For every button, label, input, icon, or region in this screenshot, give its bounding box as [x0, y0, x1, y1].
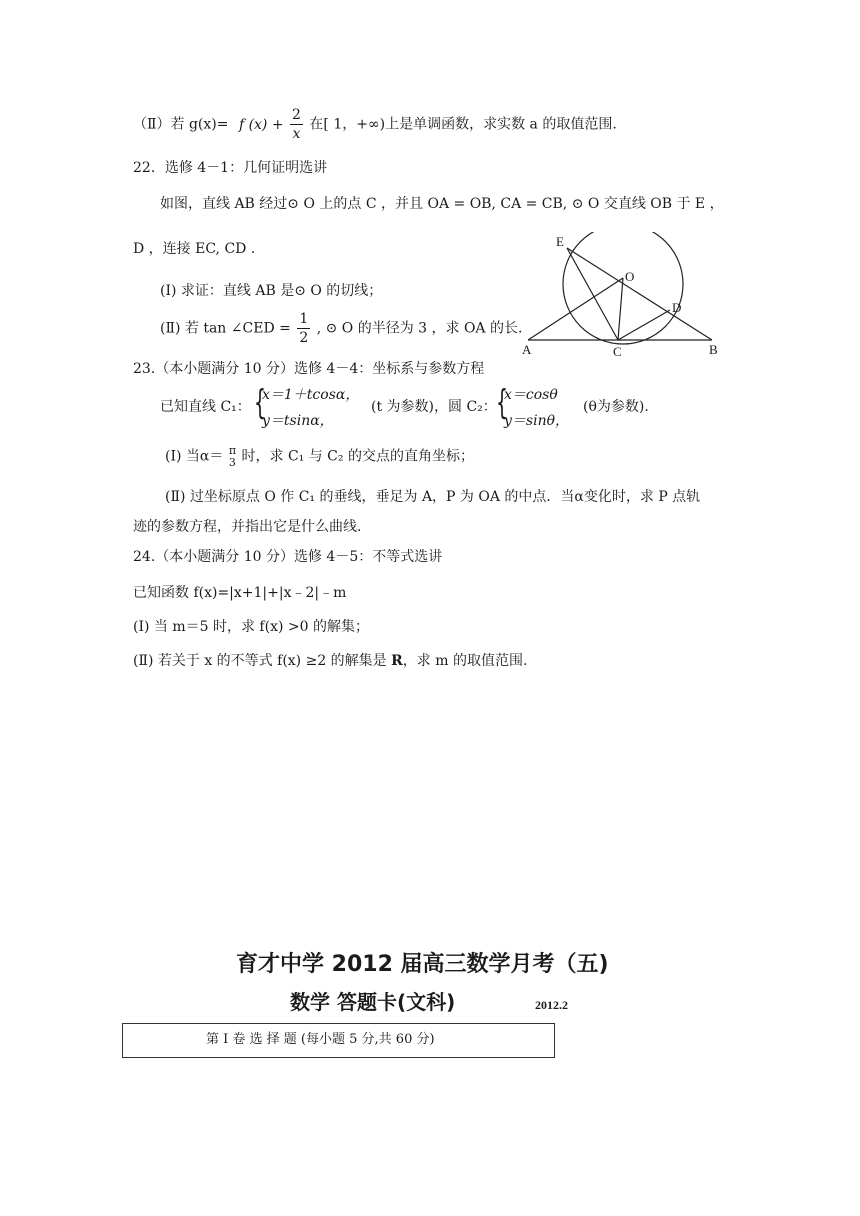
- q21-part2: [133, 108, 617, 141]
- q23-line-eq1: x＝1＋tcosα，: [262, 387, 360, 403]
- answer-card-subtitle: 数学 答题卡(文科): [290, 990, 456, 1014]
- q23-line-eq2: y＝tsinα，: [262, 413, 334, 429]
- q22-part2-prefix: (Ⅱ) 若 tan ∠CED =: [160, 320, 291, 337]
- q22-intro-line2: D ，连接 EC, CD .: [133, 241, 256, 257]
- q24-part2-suffix: ，求 m 的取值范围.: [402, 653, 528, 669]
- q23-circle-param: (θ为参数).: [583, 399, 649, 415]
- label-c: C: [613, 344, 622, 359]
- section-label: 第 I 卷 选 择 题 (每小题 5 分,共 60 分): [206, 1032, 435, 1047]
- label-e: E: [556, 234, 564, 249]
- segment-eb: [567, 248, 712, 340]
- q22-frac-den: 2: [299, 330, 309, 346]
- q22-geometry-figure: [510, 232, 740, 362]
- q23-given-prefix: 已知直线 C₁：: [160, 399, 251, 415]
- q23-line-brace: {: [254, 383, 266, 423]
- answer-card-title: 育才中学 2012 届高三数学月考（五): [236, 952, 609, 977]
- q23-line-param: (t 为参数)，圆 C₂：: [371, 399, 497, 415]
- q23-part2-line1: (Ⅱ) 过坐标原点 O 作 C₁ 的垂线，垂足为 A，P 为 OA 的中点．当α变化时，求 P 点轨: [165, 489, 701, 505]
- q22-part2: [160, 312, 522, 345]
- q22-frac-num: 1: [299, 311, 309, 327]
- q21-part2-suffix: 在[ 1，+∞)上是单调函数，求实数 a 的取值范围.: [309, 116, 617, 133]
- q21-part2-prefix: （Ⅱ）若 g(x)=: [133, 116, 229, 133]
- answer-card-date: 2012.2: [535, 998, 568, 1012]
- q23-circle-brace: {: [496, 383, 508, 423]
- q23-part1: [165, 445, 474, 468]
- q23-part1-prefix: (Ⅰ) 当α＝: [165, 448, 224, 465]
- q21-frac-den: x: [292, 126, 301, 142]
- circle-o: [563, 232, 683, 344]
- q21-frac-num: 2: [292, 107, 301, 123]
- segment-ao: [528, 278, 623, 340]
- q23-circle-eq2: y＝sinθ，: [504, 413, 570, 429]
- q21-fraction: [290, 108, 303, 141]
- segment-oc: [618, 278, 623, 340]
- q24-part1: (Ⅰ) 当 m＝5 时，求 f(x) >0 的解集；: [133, 619, 369, 635]
- q22-part2-suffix: , ⊙ O 的半径为 3 ，求 OA 的长.: [316, 320, 523, 337]
- q24-part2-prefix: (Ⅱ) 若关于 x 的不等式 f(x) ≥2 的解集是: [133, 653, 392, 669]
- q24-heading: 24.（本小题满分 10 分）选修 4－5：不等式选讲: [133, 549, 443, 565]
- q24-given: 已知函数 f(x)=|x+1|+|x﹣2|﹣m: [133, 585, 347, 601]
- q24-part2: [133, 653, 527, 670]
- q22-intro-line1: 如图，直线 AB 经过⊙ O 上的点 C ，并且 OA = OB, CA = CB, ⊙ O 交直线 OB 于 E ，: [160, 196, 724, 212]
- q24-part2-set-r: R: [391, 653, 403, 669]
- q22-fraction: [297, 312, 310, 345]
- q23-part1-suffix: 时，求 C₁ 与 C₂ 的交点的直角坐标；: [241, 448, 474, 465]
- label-a: A: [522, 342, 532, 357]
- q23-heading: 23.（本小题满分 10 分）选修 4－4：坐标系与参数方程: [133, 361, 485, 377]
- q23-part1-num: π: [228, 444, 237, 457]
- q23-part2-line2: 迹的参数方程，并指出它是什么曲线.: [133, 519, 362, 535]
- label-d: D: [672, 300, 682, 315]
- q23-part1-den: 3: [228, 455, 236, 469]
- label-o: O: [625, 269, 635, 284]
- segment-ec: [567, 248, 618, 340]
- q22-heading: 22．选修 4－1：几何证明选讲: [133, 160, 328, 176]
- q23-circle-eq1: x＝cosθ: [504, 387, 558, 403]
- q23-part1-fraction: [229, 445, 236, 468]
- label-b: B: [709, 342, 718, 357]
- segment-cd: [618, 310, 670, 340]
- q22-part1: (Ⅰ) 求证：直线 AB 是⊙ O 的切线；: [160, 283, 383, 299]
- q21-fx: f (x) +: [238, 116, 284, 133]
